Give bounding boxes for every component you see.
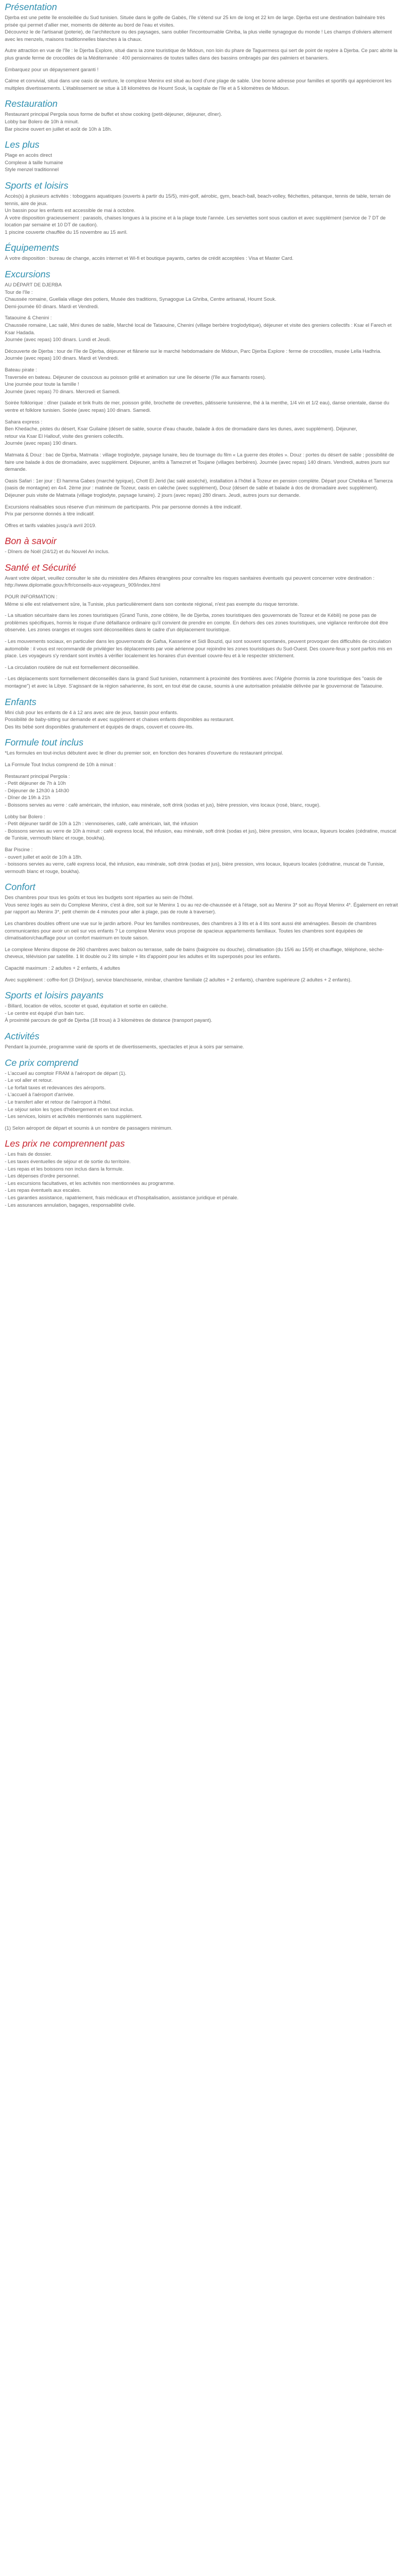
section-heading: Formule tout inclus xyxy=(5,737,83,748)
text-line: - Les assurances annulation, bagages, responsabilité civile. xyxy=(5,1202,136,1208)
section-paragraph xyxy=(5,920,399,942)
text-line: - Boissons servies au verre : café américain, thé infusion, eau minérale, soft drink (sodas et jus), bière pression, vins locaux (rosé, blanc, rouge). xyxy=(5,802,321,808)
section-heading: Les plus xyxy=(5,139,40,150)
section-paragraph xyxy=(5,594,399,608)
section-paragraph xyxy=(5,504,399,518)
section-paragraph xyxy=(5,348,399,362)
text-line: Excursions réalisables sous réserve d'un minimum de participants. Prix par personne donnés à titre indicatif. xyxy=(5,504,242,510)
text-line: - Le forfait taxes et redevances des aéroports. xyxy=(5,1084,106,1090)
text-line: Des chambres pour tous les goûts et tous les budgets sont réparties au sein de l'hôtel. xyxy=(5,895,194,901)
section-paragraph xyxy=(5,575,399,589)
section-heading: Santé et Sécurité xyxy=(5,562,77,573)
section-heading: Confort xyxy=(5,882,36,893)
text-line: - Boissons servies au verre de 10h à minuit : café express local, thé infusion, eau minérale, soft drink (sodas et jus), bière pression, vins locaux, liqueurs locales (cédratine, muscat de Tunisie, vermouth blanc et rouge, boukha). xyxy=(5,828,397,841)
section-heading: Sports et loisirs xyxy=(5,180,69,191)
section-paragraph xyxy=(5,773,399,809)
text-line: Tataouine & Chenini : xyxy=(5,315,52,321)
text-line: Djerba est une petite île ensoleillée du Sud tunisien. Située dans le golfe de Gabès, l'île s'étend sur 25 km de long et 22 km de large. Djerba est une destination balnéaire très prisée qui permet d'allier mer, moments de détente au bord de l'eau et visites. xyxy=(5,15,385,28)
section-paragraph xyxy=(5,282,399,310)
text-line: - Les dépenses d'ordre personnel. xyxy=(5,1173,80,1179)
text-line: À votre disposition gracieusement : parasols, chaises longues à la piscine et à la plage toute l'année. Les serviettes sont sous caution et avec supplément (service de 7 DT de location par semaine et 10 DT de caution). xyxy=(5,215,386,228)
section-paragraph xyxy=(5,664,399,672)
section-paragraph xyxy=(5,452,399,473)
text-line: Demi-journée 60 dinars. Mardi et Vendredi. xyxy=(5,303,99,309)
text-line: Chaussée romaine, Lac salé, Mini dunes de sable, Marché local de Tataouine, Chenini (village berbère troglodytique), déjeuner et visite des greniers collectifs : Ksar el Farech et Ksar Hadada. xyxy=(5,323,392,335)
text-line: Le complexe Meninx dispose de 260 chambres avec balcon ou terrasse, salle de bains (baignoire ou douche), climatisation (du 15/6 au 15/9) et chauffage, téléphone, sèche-cheveux, télévision par satellite. 1 lit double ou 2 lits simple + lits d'appoint pour les adultes et lits superposés pour les enfants. xyxy=(5,946,384,960)
section-paragraph xyxy=(5,750,399,757)
text-line: Même si elle est relativement sûre, la Tunisie, plus particulièrement dans son contexte régional, n'est pas exempte du risque terroriste. xyxy=(5,601,299,607)
text-line: À proximité parcours de golf de Djerba (18 trous) à 3 kilomètres de distance (transport payant). xyxy=(5,1018,213,1023)
text-line: Avant votre départ, veuillez consulter le site du ministère des Affaires étrangères pour connaître les risques sanitaires éventuels qui peuvent concerner votre destination : http://www.diplomatie.gouv.fr/fr/conseils-aux-voyageurs_909/index.html xyxy=(5,575,375,588)
section-paragraph xyxy=(5,419,399,447)
section-heading: Enfants xyxy=(5,696,37,707)
text-line: (1) Selon aéroport de départ et soumis à un nombre de passagers minimum. xyxy=(5,1125,173,1131)
text-line: Bar piscine ouvert en juillet et août de 10h à 18h. xyxy=(5,126,112,132)
text-line: Avec supplément : coffre-fort (3 DH/jour), service blanchisserie, minibar, chambre familiale (2 adultes + 2 enfants), chambre supérieure (2 adultes + 2 enfants). xyxy=(5,977,352,982)
text-line: Journée (avec repas) 100 dinars. Lundi et Jeudi. xyxy=(5,337,111,343)
text-line: - Petit déjeuner de 7h à 10h xyxy=(5,781,66,786)
text-line: - Dîner de 19h à 21h xyxy=(5,795,51,801)
text-line: Ben Khedache, pistes du désert, Ksar Guilaine (désert de sable, source d'eau chaude, balade à dos de dromadaire dans les dunes, avec supplément). Déjeuner, xyxy=(5,426,357,432)
section-paragraph xyxy=(5,965,399,972)
text-line: Restaurant principal Pergola : xyxy=(5,773,70,779)
section-paragraph xyxy=(5,638,399,660)
text-line: - Les déplacements sont formellement déconseillés dans la grand Sud tunisien, notamment à proximité des frontières avec l'Algérie (hormis la zone touristique des "oasis de montagne") et avec la Libye. S'agissant de la région saharienne, ils sont, en tout état de cause, soumis à une autorisation préalable délivrée par le gouvernorat de Tataouine. xyxy=(5,676,383,689)
text-line: Plage en accès direct xyxy=(5,152,52,158)
text-line: Les chambres doubles offrent une vue sur le jardin arboré. Pour les familles nombreuses, des chambres à 3 lits et à 4 lits sont aussi été aménagées. Besoin de chambres communicantes pour avoir un oeil sur vos enfants ? Le complexe Meninx vous propose de spacieux appartements familiaux. Toutes les chambres sont équipées de climatisation/chauffage pour un confort maximum en toute saison. xyxy=(5,921,377,941)
text-line: - ouvert juillet et août de 10h à 18h. xyxy=(5,854,82,860)
text-line: Des lits bébé sont disponibles gratuitement et équipés de draps, couvert et couvre-lits. xyxy=(5,724,194,730)
section-paragraph xyxy=(5,193,399,236)
section-paragraph xyxy=(5,14,399,43)
text-line: - Déjeuner de 12h30 à 14h30 xyxy=(5,787,69,793)
text-line: - L'accueil au comptoir FRAM à l'aéroport de départ (1). xyxy=(5,1070,127,1076)
section-paragraph xyxy=(5,315,399,343)
section-paragraph xyxy=(5,977,399,984)
section-paragraph xyxy=(5,846,399,875)
text-line: - Les frais de dossier. xyxy=(5,1151,52,1157)
text-line: Journée (avec repas) 70 dinars. Mercredi et Samedi. xyxy=(5,388,121,394)
text-line: Lobby bar Bolero de 10h à minuit. xyxy=(5,118,79,124)
section-paragraph xyxy=(5,814,399,842)
text-line: - Les services, loisirs et activités mentionnés sans supplément. xyxy=(5,1114,142,1120)
text-line: Bateau pirate : xyxy=(5,367,37,372)
section-heading: Sports et loisirs payants xyxy=(5,990,104,1001)
section-paragraph xyxy=(5,761,399,769)
text-line: - Le transfert aller et retour de l'aéroport à l'hôtel. xyxy=(5,1099,112,1105)
section-paragraph xyxy=(5,1151,399,1209)
text-line: - La circulation routière de nuit est formellement déconseillée. xyxy=(5,664,140,670)
section-paragraph xyxy=(5,111,399,133)
section-paragraph xyxy=(5,894,399,916)
text-line: POUR INFORMATION : xyxy=(5,594,57,600)
section-heading: Activités xyxy=(5,1031,40,1041)
text-line: La Formule Tout Inclus comprend de 10h à minuit : xyxy=(5,761,116,767)
section-paragraph xyxy=(5,255,399,262)
text-line: - L'accueil à l'aéroport d'arrivée. xyxy=(5,1092,74,1098)
text-line: Restaurant principal Pergola sous forme de buffet et show cooking (petit-déjeuner, déjeuner, dîner). xyxy=(5,112,222,117)
text-line: - boissons servies au verre, café express local, thé infusion, eau minérale, soft drink (sodas et jus), bière pression, vins locaux, liqueurs locales (cédratine, muscat de Tunisie, vermouth blanc et rouge, boukha). xyxy=(5,861,385,874)
section-heading: Restauration xyxy=(5,98,58,109)
section-paragraph xyxy=(5,478,399,499)
text-line: Tour de l'île : xyxy=(5,289,33,295)
section-heading: Ce prix comprend xyxy=(5,1057,79,1068)
text-line: Style menzel traditionnel xyxy=(5,167,59,173)
text-line: Embarquez pour un dépaysement garanti ! xyxy=(5,66,99,72)
section-paragraph xyxy=(5,152,399,174)
section-heading: Bon à savoir xyxy=(5,536,57,547)
text-line: - Les taxes éventuelles de séjour et de sortie du territoire. xyxy=(5,1158,131,1164)
text-line: Accès(s) à plusieurs activités : toboggans aquatiques (ouverts à partir du 15/5), mini-golf, aérobic, gym, beach-ball, beach-volley, fléchettes, pétanque, tennis de table, terrain de tennis, aire de jeux. xyxy=(5,193,391,206)
section-heading: Les prix ne comprennent pas xyxy=(5,1138,125,1149)
text-line: - Les excursions facultatives, et les activités non mentionnées au programme. xyxy=(5,1180,175,1186)
text-line: *Les formules en tout-inclus débutent avec le dîner du premier soir, en fonction des horaires d'ouverture du restaurant principal. xyxy=(5,750,283,756)
section-paragraph xyxy=(5,1125,399,1132)
section-paragraph xyxy=(5,709,399,731)
text-line: Capacité maximum : 2 adultes + 2 enfants, 4 adultes xyxy=(5,965,120,971)
text-line: Traversée en bateau. Déjeuner de couscous au poisson grillé et animation sur une île déserte (l'île aux flamants roses). xyxy=(5,374,266,380)
text-line: Découverte de Djerba : tour de l'île de Djerba, déjeuner et flânerie sur le marché hebdomadaire de Midoun, Parc Djerba Explore : ferme de crocodiles, musée Lella Hadhria. Journée (avec repas) 100 dinars. Mardi et Vendredi. xyxy=(5,348,382,361)
section-paragraph xyxy=(5,675,399,690)
text-line: Mini club pour les enfants de 4 à 12 ans avec aire de jeux, bassin pour enfants. xyxy=(5,709,179,715)
section-paragraph xyxy=(5,400,399,414)
text-line: - Les mouvements sociaux, en particulier dans les gouvernorats de Gafsa, Kasserine et Sidi Bouzid, qui sont souvent spontanés, peuvent provoquer des difficultés de circulation automobile : il vous est recommandé de privilégier les déplacements par voie aérienne pour rejoindre les zones touristiques du Sud-Ouest. Des couvre-feux y sont parfois mis en place. Les voyageurs s'y rendant sont invités à vérifier localement les horaires d'un éventuel couvre-feu et à le respecter strictement. xyxy=(5,639,392,659)
section-paragraph xyxy=(5,78,399,92)
section-paragraph xyxy=(5,367,399,395)
section-paragraph xyxy=(5,1044,399,1051)
document xyxy=(0,0,403,1209)
section-paragraph xyxy=(5,66,399,74)
section-paragraph xyxy=(5,612,399,634)
section-heading: Excursions xyxy=(5,269,51,280)
text-line: Pendant la journée, programme varié de sports et de divertissements, spectacles et jeux à soirs par semaine. xyxy=(5,1044,245,1049)
text-line: Calme et convivial, situé dans une oasis de verdure, le complexe Meninx est situé au bord d'une plage de sable. Une bonne adresse pour familles et sportifs qui apprécieront les multiples divertissements. L'établissement se situe à 18 kilomètres de Houmt Souk, la capitale de l'île et à 5 kilomètres de Midoun. xyxy=(5,78,392,91)
text-line: - Le vol aller et retour. xyxy=(5,1078,53,1083)
text-line: - La situation sécuritaire dans les zones touristiques (Grand Tunis, zone côtière, île de Djerba, zones touristiques des gouvernorats de Tozeur et de Kébili) ne pose pas de problèmes spécifiques, hormis le risque d'une défaillance ordinaire qu'il convient de prendre en compte. En dehors des ces zones touristiques, une vigilance renforcée doit être observée. Les zones oranges et rouges sont déconseillées dans le cadre d'un déplacement touristique. xyxy=(5,613,388,633)
text-line: Lobby bar Bolero : xyxy=(5,814,45,819)
section-heading: Équipements xyxy=(5,242,60,253)
text-line: Journée (avec repas) 190 dinars. xyxy=(5,440,78,446)
text-line: Découvrez le de l'artisanat (poterie), de l'architecture ou des paysages, sans oublier l'incontournable Ghriba, la plus vieille synagogue du monde ! Les champs d'oliviers alternent avec les menzels, maisons traditionnelles blanches à la chaux. xyxy=(5,29,392,42)
text-line: 1 piscine couverte chauffée du 15 novembre au 15 avril. xyxy=(5,229,128,235)
section-paragraph xyxy=(5,47,399,62)
text-line: Bar Piscine : xyxy=(5,846,33,852)
text-line: AU DÉPART DE DJERBA xyxy=(5,282,62,288)
text-line: retour via Ksar El Hallouf, visite des greniers collectifs. xyxy=(5,433,124,439)
text-line: Chaussée romaine, Guellala village des potiers, Musée des traditions, Synagogue La Ghriba, Centre artisanal, Houmt Souk. xyxy=(5,296,276,302)
text-line: - Petit déjeuner tardif de 10h à 12h : viennoiseries, café, café américain, lait, thé infusion xyxy=(5,821,198,827)
text-line: - Billard, location de vélos, scooter et quad, équitation et sortie en calèche. xyxy=(5,1003,168,1009)
section-paragraph xyxy=(5,1003,399,1024)
section-paragraph xyxy=(5,522,399,530)
text-line: Matmata & Douz : bac de Djerba, Matmata : village troglodyte, paysage lunaire, lieu de tournage du film « La guerre des étoiles ». Douz : portes du désert de sable ; possibilité de faire une balade à dos de dromadaire, avec supplément. Déjeuner, arrêts à Tamezret et Toujane (villages berbères). Journée (avec repas) 140 dinars. Vendredi, autres jours sur demande. xyxy=(5,452,394,472)
section-heading: Présentation xyxy=(5,2,57,12)
text-line: Prix par personne donnés à titre indicatif. xyxy=(5,511,95,517)
text-line: - Le centre est équipé d'un bain turc. xyxy=(5,1010,85,1016)
text-line: - Les garanties assistance, rapatriement, frais médicaux et d'hospitalisation, assistance juridique et pénale. xyxy=(5,1194,239,1200)
section-paragraph xyxy=(5,946,399,961)
text-line: À votre disposition : bureau de change, accès internet et Wi-fi et boutique payants, cartes de crédit acceptées : Visa et Master Card. xyxy=(5,256,293,261)
text-line: Autre attraction en vue de l'île : le Djerba Explore, situé dans la zone touristique de Midoun, non loin du phare de Taguermess qui sert de point de repère à Djerba. Ce parc abrite la plus grande ferme de crocodiles de la Méditerranée : 400 pensionnaires de toutes tailles dans des bassins ombragés par des palmiers et bananiers. xyxy=(5,48,398,61)
text-line: Un bassin pour les enfants est accessible de mai à octobre. xyxy=(5,208,136,214)
section-paragraph xyxy=(5,1070,399,1121)
text-line: Oasis Safari : 1er jour : El hamma Gabes (marché typique), Chott El Jerid (lac salé asséché), installation à l'hôtel à Tozeur en pension complète. Départ pour Chebika et Tamerza (oasis de montagne) en 4x4. 2ème jour : matinée de Tozeur, oasis en calèche (avec supplément), Douz (désert de sable et balade à dos de dromadaire avec supplément). Déjeuner puis visite de Matmata (village troglodyte, paysage lunaire). 2 jours (avec repas) 280 dinars. Jeudi, autres jours sur demande. xyxy=(5,478,393,498)
text-line: Sahara express : xyxy=(5,419,43,425)
text-line: Offres et tarifs valables jusqu'à avril 2019. xyxy=(5,522,97,528)
text-line: - Le séjour selon les types d'hébergement et en tout inclus. xyxy=(5,1106,134,1112)
section-paragraph xyxy=(5,548,399,556)
text-line: - Dîners de Noël (24/12) et du Nouvel An inclus. xyxy=(5,549,110,555)
text-line: - Les repas et les boissons non inclus dans la formule. xyxy=(5,1166,124,1172)
text-line: Soirée folklorique : dîner (salade et brik fruits de mer, poisson grillé, brochette de crevettes, pâtisserie tunisienne, thé à la menthe, 1/4 vin et 1/2 eau), danse orientale, danse du ventre et folklore tunisien. Soirée (avec repas) 100 dinars. Samedi. xyxy=(5,400,389,413)
text-line: Vous serez logés au sein du Complexe Meninx, c'est à dire, soit sur le Meninx 1 ou au rez-de-chaussée et à l'étage, soit au Meninx 3* soit au Royal Meninx 4*. Également en retrait par rapport au Meninx 3*, petit chemin de 4 minutes pour aller à plage, pas de route à traverser). xyxy=(5,902,398,915)
text-line: - Les repas éventuels aux escales. xyxy=(5,1188,81,1193)
text-line: Possibilité de baby-sitting sur demande et avec supplément et chaises enfants disponibles au restaurant. xyxy=(5,717,234,723)
text-line: Une journée pour toute la famille ! xyxy=(5,382,79,387)
text-line: Complexe à taille humaine xyxy=(5,159,63,165)
